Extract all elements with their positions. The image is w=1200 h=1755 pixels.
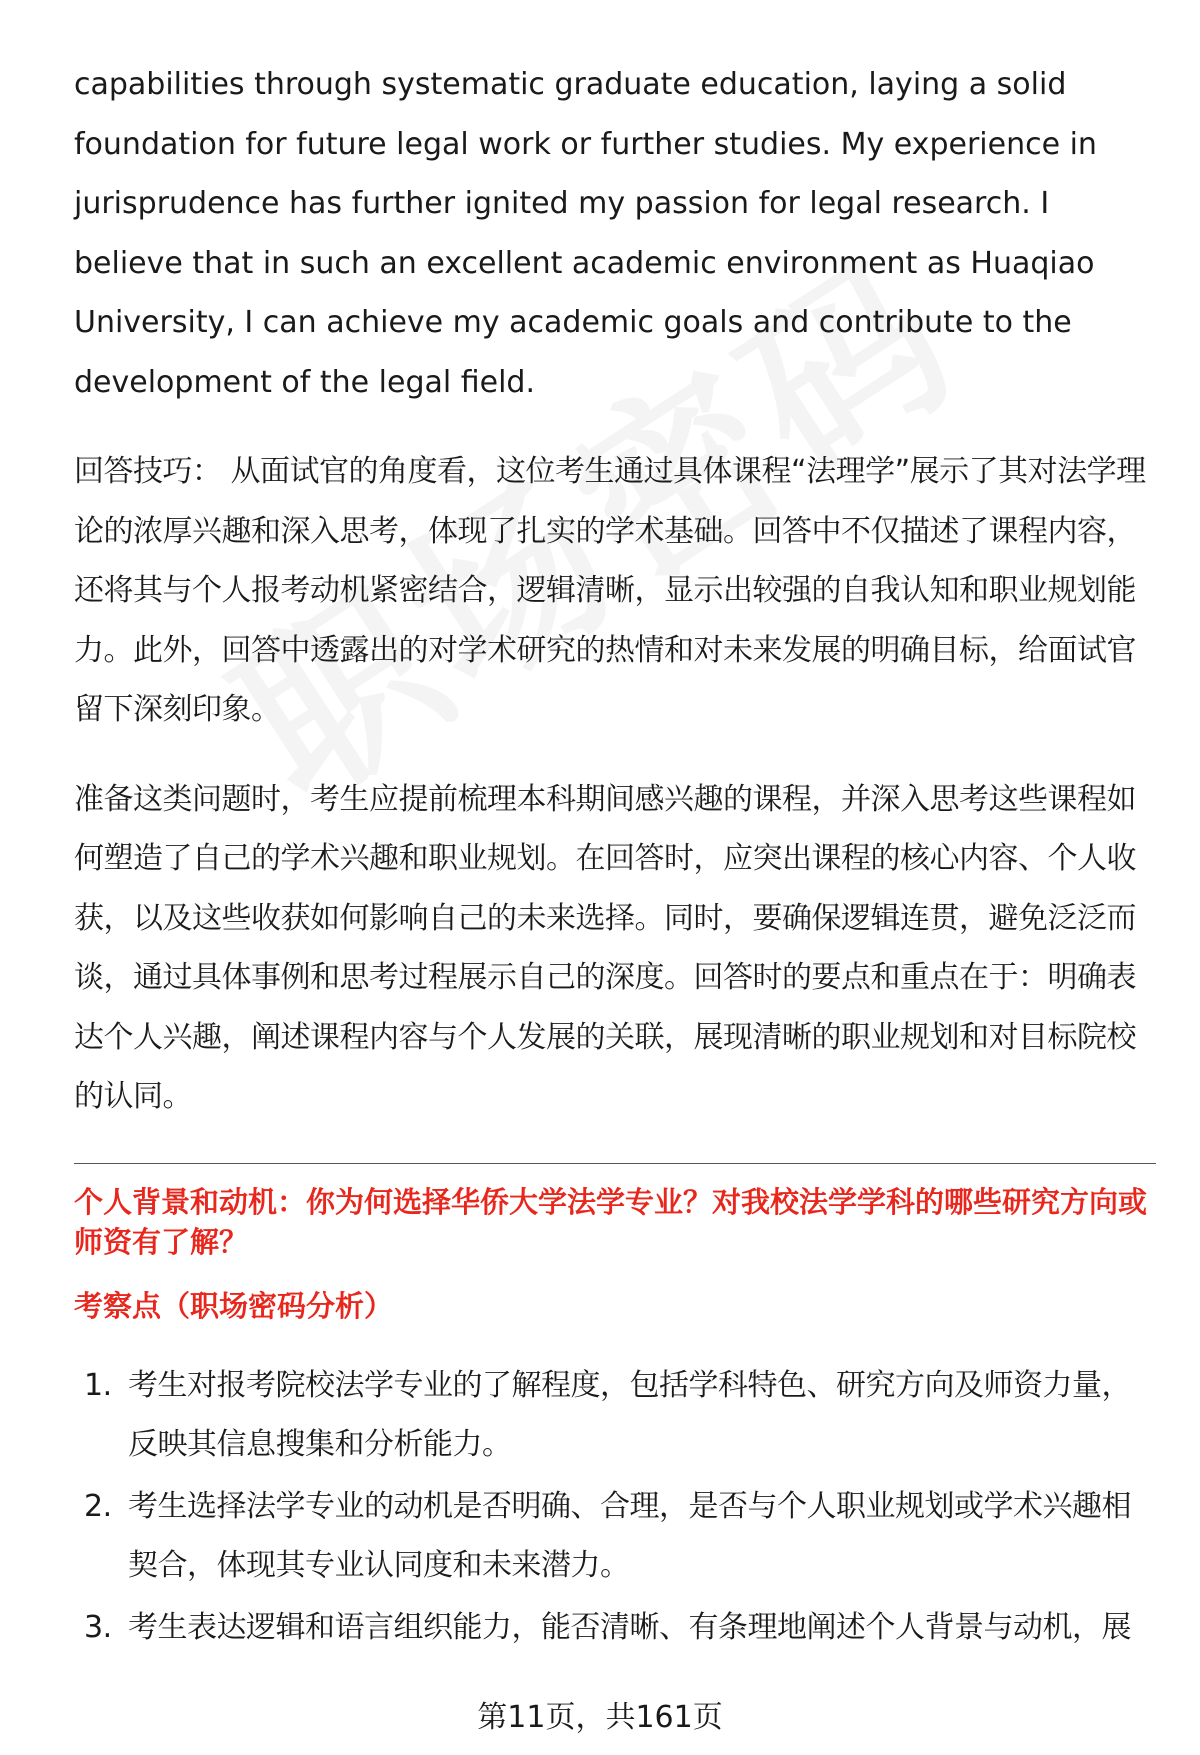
list-item-text: 考生对报考院校法学专业的了解程度，包括学科特色、研究方向及师资力量，反映其信息搜集和分析能力。 <box>128 1367 1131 1462</box>
section-divider <box>74 1163 1156 1164</box>
list-item-text: 考生选择法学专业的动机是否明确、合理，是否与个人职业规划或学术兴趣相契合，体现其专业认同度和未来潜力。 <box>128 1488 1131 1583</box>
question-heading: 个人背景和动机：你为何选择华侨大学法学专业？对我校法学学科的哪些研究方向或师资有了解？ <box>74 1184 1148 1259</box>
page-number: 第11页，共161页 <box>477 1700 723 1735</box>
list-item <box>74 1598 1156 1658</box>
preparation-paragraph: 准备这类问题时，考生应提前梳理本科期间感兴趣的课程，并深入思考这些课程如何塑造了自己的学术兴趣和职业规划。在回答时，应突出课程的核心内容、个人收获，以及这些收获如何影响自己的未来选择。同时，要确保逻辑连贯，避免泛泛而谈，通过具体事例和思考过程展示自己的深度。回答时的要点和重点在于：明确表达个人兴趣，阐述课程内容与个人发展的关联，展现清晰的职业规划和对目标院校的认同。 <box>74 781 1136 1114</box>
page-content <box>74 55 1156 1659</box>
list-item <box>74 1477 1156 1596</box>
list-item-number: 2. <box>84 1488 112 1524</box>
assessment-points-heading: 考察点（职场密码分析） <box>74 1288 394 1323</box>
list-item-number: 3. <box>84 1609 112 1645</box>
english-paragraph: capabilities through systematic graduate education, laying a solid foundation for future legal work or further studies. My experience in jurisprudence has further ignited my passion for legal research. I believe that in such an excellent academic environment as Huaqiao University, I can achieve my academic goals and contribute to the development of the legal field. <box>74 67 1097 400</box>
assessment-points-list <box>74 1356 1156 1658</box>
list-item <box>74 1356 1156 1475</box>
list-item-number: 1. <box>84 1367 112 1403</box>
list-item-text: 考生表达逻辑和语言组织能力，能否清晰、有条理地阐述个人背景与动机，展 <box>128 1609 1131 1645</box>
answer-tips-paragraph: 回答技巧： 从面试官的角度看，这位考生通过具体课程“法理学”展示了其对法学理论的浓厚兴趣和深入思考，体现了扎实的学术基础。回答中不仅描述了课程内容，还将其与个人报考动机紧密结合，逻辑清晰，显示出较强的自我认知和职业规划能力。此外，回答中透露出的对学术研究的热情和对未来发展的明确目标，给面试官留下深刻印象。 <box>74 454 1146 727</box>
